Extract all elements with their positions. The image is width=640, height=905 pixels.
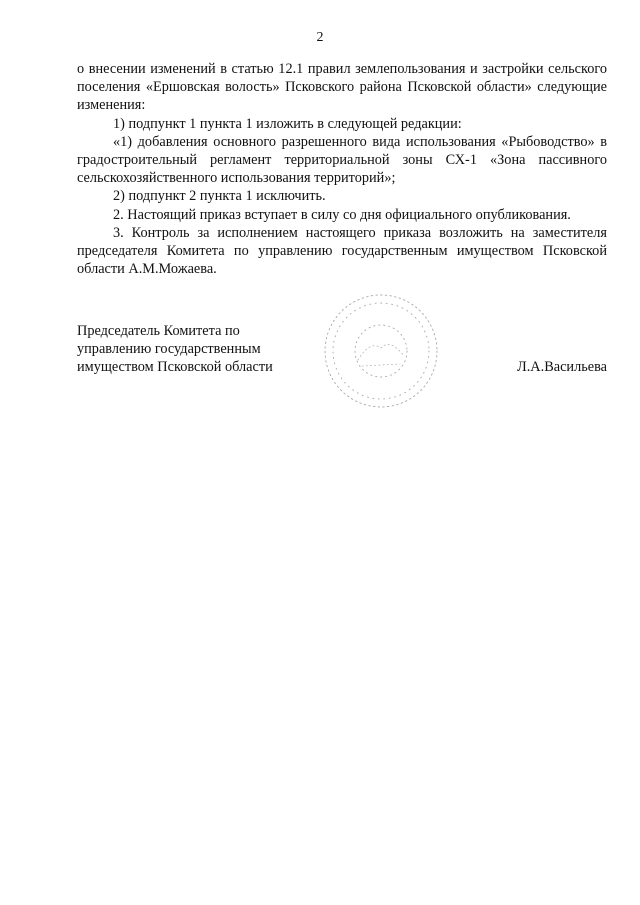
signer-position-line-1: Председатель Комитета по — [77, 323, 240, 339]
paragraph-clause-2: 2. Настоящий приказ вступает в силу со дня официального опубликования. — [113, 206, 571, 223]
document-body — [77, 60, 607, 278]
paragraph-item-1-text: «1) добавления основного разрешенного вида использования «Рыбоводство» в градостроительный регламент территориальной зоны СХ-1 «Зона пассивного сельскохозяйственного использования территорий»; — [77, 133, 607, 187]
paragraph-item-2: 2) подпункт 2 пункта 1 исключить. — [113, 188, 326, 205]
paragraph-clause-3: 3. Контроль за исполнением настоящего приказа возложить на заместителя председателя Комитета по управлению государственным имуществом Псковской области А.М.Можаева. — [77, 224, 607, 278]
signature-block — [77, 322, 607, 392]
signer-position-line-2: управлению государственным — [77, 341, 261, 358]
paragraph-item-1: 1) подпункт 1 пункта 1 изложить в следующей редакции: — [113, 115, 462, 132]
signer-name: Л.А.Васильева — [517, 359, 607, 375]
signer-position-line-3: имуществом Псковской области — [77, 359, 273, 376]
page-number: 2 — [316, 30, 324, 45]
paragraph-intro: о внесении изменений в статью 12.1 правил землепользования и застройки сельского поселения «Ершовская волость» Псковского района Псковской области» следующие изменения: — [77, 61, 607, 114]
signer-position — [77, 322, 307, 377]
